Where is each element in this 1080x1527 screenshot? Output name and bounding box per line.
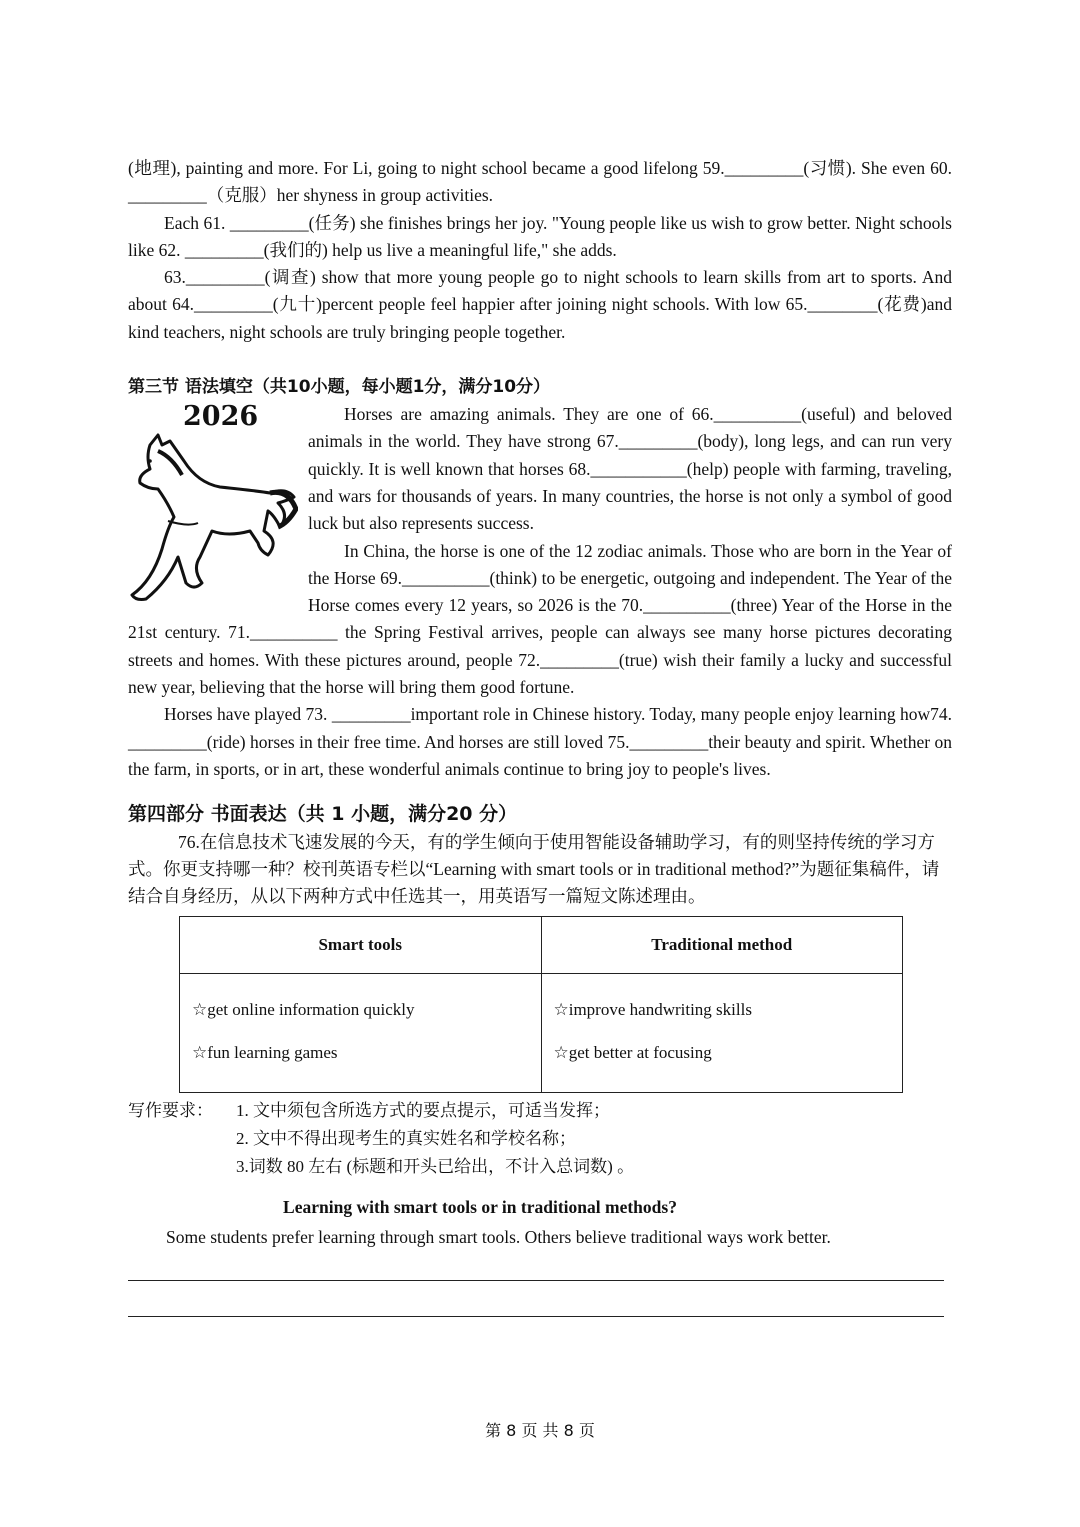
traditional-point-2: ☆get better at focusing bbox=[553, 1043, 712, 1063]
requirements-label: 写作要求： bbox=[128, 1101, 213, 1121]
requirement-1: 1. 文中须包含所选方式的要点提示，可适当发挥； bbox=[236, 1101, 610, 1121]
page-footer: 第 8 页 共 8 页 bbox=[485, 1421, 595, 1440]
grammar-para-69-72: In China, the horse is one of the 12 zodiac animals. Those who are born in the Year of the Horse 69.__________(think) to be energetic, outgoing and independent. The Year of the Horse comes every 12 years, so 2026 is the 70.__________(three) Year of the Horse in the 21st century. 71.__________ the Spring Festival arrives, people can always see many horse pictures decorating streets and homes. With these pictures around, people 72._________(true) wish their family a lucky and successful new year, believing that the horse will bring them good fortune. bbox=[128, 540, 952, 698]
smart-tools-header: Smart tools bbox=[180, 917, 542, 974]
requirement-2: 2. 文中不得出现考生的真实姓名和学校名称； bbox=[236, 1129, 576, 1149]
essay-title: Learning with smart tools or in traditional methods? bbox=[283, 1197, 677, 1218]
horse-icon bbox=[128, 431, 298, 603]
grammar-para-73-75: Horses have played 73. _________important role in Chinese history. Today, many people enjoy learning how74. _________(ride) horses in their free time. And horses are still loved 75._________their beauty and spirit. Whether on the farm, in sports, or in art, these wonderful animals continue to bring joy to people's lives. bbox=[128, 704, 952, 779]
essay-opening: Some students prefer learning through smart tools. Others believe traditional ways work better. bbox=[166, 1227, 831, 1248]
smart-tools-point-2: ☆fun learning games bbox=[192, 1043, 338, 1063]
horse-image bbox=[128, 401, 308, 619]
answer-line[interactable] bbox=[128, 1279, 944, 1281]
passage-line-59-60: (地理), painting and more. For Li, going to night school became a good lifelong 59._________(习惯). She even 60. _________（克服）her shyness in group activities. bbox=[128, 158, 952, 206]
traditional-method-header: Traditional method bbox=[541, 917, 903, 974]
traditional-point-1: ☆improve handwriting skills bbox=[553, 1000, 752, 1020]
answer-line[interactable] bbox=[128, 1315, 944, 1317]
section4-title: 第四部分 书面表达（共 1 小题，满分20 分） bbox=[128, 803, 518, 826]
passage-para-63-65: 63._________(调查) show that more young people go to night schools to learn skills from art to sports. And about 64._________(九十)percent people feel happier after joining night schools. With low 65.________(花费)and kind teachers, night schools are truly bringing people together. bbox=[128, 267, 952, 342]
horse-year-label: 2026 bbox=[183, 401, 259, 433]
smart-tools-cell bbox=[180, 974, 542, 1093]
writing-task-prompt: 76.在信息技术飞速发展的今天，有的学生倾向于使用智能设备辅助学习，有的则坚持传统的学习方式。你更支持哪一种？校刊英语专栏以“Learning with smart tools or in traditional method?”为题征集稿件，请结合自身经历，从以下两种方式中任选其一，用英语写一篇短文陈述理由。 bbox=[128, 832, 940, 907]
section3-title: 第三节 语法填空（共10小题，每小题1分，满分10分） bbox=[128, 377, 551, 398]
requirement-3: 3.词数 80 左右 (标题和开头已给出，不计入总词数) 。 bbox=[236, 1157, 635, 1177]
passage-para-61-62: Each 61. _________(任务) she finishes brings her joy. "Young people like us wish to grow better. Night schools like 62. _________(我们的) help us live a meaningful life," she adds. bbox=[128, 212, 952, 260]
exam-page bbox=[128, 155, 952, 1317]
traditional-method-cell bbox=[541, 974, 903, 1093]
smart-tools-point-1: ☆get online information quickly bbox=[192, 1000, 415, 1020]
grammar-para-66-68: Horses are amazing animals. They are one of 66.__________(useful) and beloved animals in the world. They have strong 67._________(body), long legs, and can run very quickly. It is well known that horses 68.___________(help) people with farming, traveling, and wars for thousands of years. In many countries, the horse is not only a symbol of good luck but also represents success. bbox=[308, 404, 952, 534]
writing-requirements bbox=[128, 1097, 952, 1181]
options-table bbox=[179, 916, 903, 1093]
